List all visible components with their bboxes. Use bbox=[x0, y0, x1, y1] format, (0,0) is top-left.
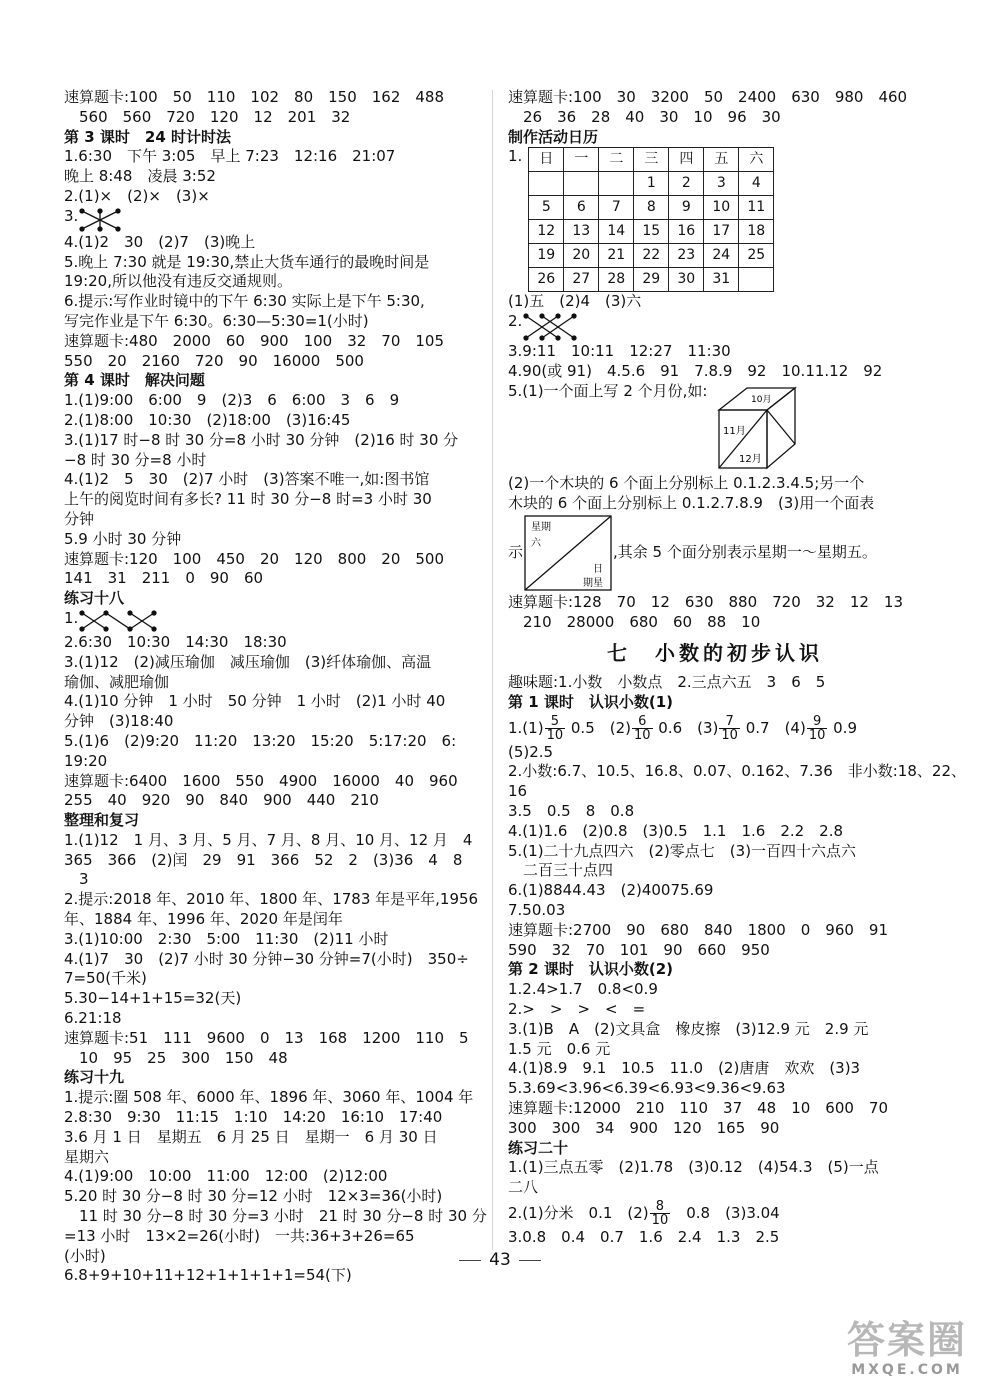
text-line: 速算题卡:100 30 3200 50 2400 630 980 460 bbox=[508, 88, 908, 106]
calendar-cell: 27 bbox=[564, 268, 599, 292]
denominator: 10 bbox=[808, 727, 826, 743]
text-line: 6.8+9+10+11+12+1+1+1+1=54(下) bbox=[64, 1266, 352, 1285]
text-line: 速算题卡:12000 210 110 37 48 10 600 70 bbox=[508, 1098, 889, 1117]
calendar-cell: 1 bbox=[634, 172, 669, 196]
calendar-cell: 26 bbox=[529, 268, 564, 292]
matching-answer-2 bbox=[64, 609, 478, 633]
text-line: 2.提示:2018 年、2010 年、1800 年、1783 年是平年,1956 bbox=[64, 890, 479, 909]
block-face-figure bbox=[523, 514, 613, 592]
text-line: (1)五 (2)4 (3)六 bbox=[508, 292, 642, 311]
activity-calendar bbox=[528, 147, 774, 292]
cube-answer bbox=[508, 382, 922, 474]
section-heading: 练习二十 bbox=[508, 1138, 569, 1157]
text-line: 1.(1)三点五零 (2)1.78 (3)0.12 (4)54.3 (5)一点 bbox=[508, 1158, 879, 1177]
text-line: 141 31 211 0 90 60 bbox=[64, 569, 264, 588]
fraction bbox=[650, 1200, 671, 1227]
numerator: 9 bbox=[807, 715, 828, 729]
text-line: (5)2.5 bbox=[508, 742, 554, 761]
calendar-cell: 25 bbox=[739, 244, 774, 268]
text-line: 3.(1)17 时−8 时 30 分=8 小时 30 分钟 (2)16 时 30 分 bbox=[64, 430, 459, 449]
text-line: 速算题卡:51 111 9600 0 13 168 1200 110 5 bbox=[64, 1028, 469, 1047]
calendar-cell: 3 bbox=[704, 172, 739, 196]
calendar-cell: 14 bbox=[599, 220, 634, 244]
text-line: 2.小数:6.7、10.5、16.8、0.07、0.162、7.36 非小数:18、22、 bbox=[508, 762, 966, 781]
column-divider bbox=[492, 90, 493, 1250]
calendar-cell: 24 bbox=[704, 244, 739, 268]
cube-label: 10月 bbox=[751, 394, 772, 405]
text-line: 分钟 (3)18:40 bbox=[64, 712, 174, 731]
text-line: 写完作业是下午 6:30。6:30—5:30=1(小时) bbox=[64, 311, 369, 330]
block-answer bbox=[508, 513, 922, 593]
text-line: 4.(1)8.9 9.1 10.5 11.0 (2)唐唐 欢欢 (3)3 bbox=[508, 1059, 861, 1078]
text-line: 速算题卡:120 100 450 20 120 800 20 500 bbox=[64, 549, 445, 568]
block-label: 期星 bbox=[583, 578, 604, 590]
block-label: 星期 bbox=[531, 522, 552, 534]
text-line: 3.9:11 10:11 12:27 11:30 bbox=[508, 342, 731, 361]
text-line: 2.8:30 9:30 11:15 1:10 14:20 16:10 17:40 bbox=[64, 1108, 443, 1127]
calendar-cell: 20 bbox=[564, 244, 599, 268]
text-line: 2.> > > < = bbox=[508, 999, 646, 1018]
text-segment: 0.7 (4) bbox=[740, 718, 806, 737]
calendar-cell: 四 bbox=[669, 148, 704, 172]
calendar-cell: 15 bbox=[634, 220, 669, 244]
calendar-cell: 2 bbox=[669, 172, 704, 196]
fraction bbox=[807, 715, 828, 742]
calendar-cell: 23 bbox=[669, 244, 704, 268]
text-line: 300 300 34 900 120 165 90 bbox=[508, 1118, 780, 1137]
calendar-cell: 三 bbox=[634, 148, 669, 172]
calendar-cell: 22 bbox=[634, 244, 669, 268]
text-line: 年、1884 年、1996 年、2020 年是闰年 bbox=[64, 910, 343, 929]
section-heading: 第 4 课时 解决问题 bbox=[64, 371, 205, 390]
calendar-cell: 日 bbox=[529, 148, 564, 172]
matching-lines-figure bbox=[78, 207, 138, 233]
text-line: 3.(1)10:00 2:30 5:00 11:30 (2)11 小时 bbox=[64, 929, 389, 948]
section-heading: 第 3 课时 24 时计时法 bbox=[64, 127, 231, 146]
calendar-row bbox=[529, 220, 774, 244]
question-number: 2. bbox=[508, 312, 523, 331]
section-heading: 练习十九 bbox=[64, 1068, 125, 1087]
calendar-cell: 12 bbox=[529, 220, 564, 244]
text-line: 速算题卡:128 70 12 630 880 720 32 12 13 bbox=[508, 593, 904, 612]
calendar-cell: 五 bbox=[704, 148, 739, 172]
denominator: 10 bbox=[651, 1212, 669, 1228]
text-line: 550 20 2160 720 90 16000 500 bbox=[64, 351, 364, 370]
block-label: 六 bbox=[531, 538, 542, 550]
fraction bbox=[632, 715, 653, 742]
text-line: 1.(1)12 1 月、3 月、5 月、7 月、8 月、10 月、12 月 4 bbox=[64, 830, 473, 849]
footer-dash bbox=[519, 1260, 541, 1261]
text-segment: 0.9 bbox=[828, 718, 857, 737]
text-line: 4.(1)10 分钟 1 小时 50 分钟 1 小时 (2)1 小时 40 bbox=[64, 692, 446, 711]
text-line: 1.(1)9:00 6:00 9 (2)3 6 6:00 3 6 9 bbox=[64, 391, 400, 410]
calendar-cell: 18 bbox=[739, 220, 774, 244]
calendar-cell: 六 bbox=[739, 148, 774, 172]
cube-figure bbox=[707, 382, 807, 474]
calendar-cell: 31 bbox=[704, 268, 739, 292]
text-segment: 0.6 (3) bbox=[653, 718, 719, 737]
text-line: 5.晚上 7:30 就是 19:30,禁止大货车通行的最晚时间是 bbox=[64, 252, 430, 271]
text-line: 星期六 bbox=[64, 1147, 110, 1166]
text-line: 3.(1)12 (2)减压瑜伽 减压瑜伽 (3)纤体瑜伽、高温 bbox=[64, 652, 432, 671]
text-line: 3.0.8 0.4 0.7 1.6 2.4 1.3 2.5 bbox=[508, 1227, 780, 1246]
text-line: 5.(1)一个面上写 2 个月份,如: bbox=[508, 381, 708, 400]
text-line: 二百三十点四 bbox=[508, 861, 614, 880]
calendar-cell: 一 bbox=[564, 148, 599, 172]
matching-answer-1 bbox=[64, 207, 478, 233]
fraction bbox=[719, 715, 740, 742]
calendar-cell: 9 bbox=[669, 196, 704, 220]
text-line: 晚上 8:48 凌晨 3:52 bbox=[64, 167, 216, 186]
calendar-answer bbox=[508, 147, 922, 292]
cube-label: 12月 bbox=[739, 453, 763, 465]
question-number: 3. bbox=[64, 206, 79, 225]
calendar-cell bbox=[599, 172, 634, 196]
text-line: 2.6:30 10:30 14:30 18:30 bbox=[64, 632, 287, 651]
numerator: 6 bbox=[632, 715, 653, 729]
matching-lines-figure bbox=[522, 312, 578, 342]
calendar-cell: 29 bbox=[634, 268, 669, 292]
calendar-cell: 4 bbox=[739, 172, 774, 196]
text-line: (小时) bbox=[64, 1246, 106, 1265]
chapter-title: 七 小数的初步认识 bbox=[607, 640, 823, 665]
text-line: 2.(1)× (2)× (3)× bbox=[64, 186, 210, 205]
text-line: 4.(1)2 30 (2)7 (3)晚上 bbox=[64, 232, 256, 251]
text-line: 26 36 28 40 30 10 96 30 bbox=[508, 107, 781, 126]
text-line: 5.(1)二十九点四六 (2)零点七 (3)一百四十六点六 bbox=[508, 841, 857, 860]
text-segment: 2.(1)分米 0.1 (2) bbox=[508, 1203, 649, 1222]
calendar-cell: 7 bbox=[599, 196, 634, 220]
denominator: 10 bbox=[633, 727, 651, 743]
calendar-cell bbox=[739, 268, 774, 292]
text-line: 分钟 bbox=[64, 509, 95, 528]
text-line: 速算题卡:2700 90 680 840 1800 0 960 91 bbox=[508, 920, 889, 939]
fraction-line bbox=[508, 713, 922, 743]
text-line: 上午的阅览时间有多长? 11 时 30 分−8 时=3 小时 30 bbox=[64, 490, 432, 509]
text-segment: 0.5 (2) bbox=[566, 718, 631, 737]
text-line: 4.(1)9:00 10:00 11:00 12:00 (2)12:00 bbox=[64, 1167, 388, 1186]
calendar-row bbox=[529, 244, 774, 268]
text-line: 19:20,所以他没有违反交通规则。 bbox=[64, 272, 292, 291]
calendar-cell bbox=[529, 172, 564, 196]
text-line: =13 小时 13×2=26(小时) 一共:36+3+26=65 bbox=[64, 1226, 415, 1245]
text-line: ,其余 5 个面分别表示星期一～星期五。 bbox=[613, 543, 877, 562]
text-line: 5.(1)6 (2)9:20 11:20 13:20 15:20 5:17:20 6: bbox=[64, 731, 457, 750]
calendar-cell: 17 bbox=[704, 220, 739, 244]
text-line: 5.30−14+1+15=32(天) bbox=[64, 989, 242, 1008]
page-footer bbox=[0, 1250, 1000, 1270]
text-line: 11 时 30 分−8 时 30 分=3 小时 21 时 30 分−8 时 30 分 bbox=[64, 1207, 487, 1226]
calendar-cell: 8 bbox=[634, 196, 669, 220]
calendar-cell: 28 bbox=[599, 268, 634, 292]
section-heading: 整理和复习 bbox=[64, 811, 140, 830]
text-line: 1.5 元 0.6 元 bbox=[508, 1039, 611, 1058]
text-line: 5.9 小时 30 分钟 bbox=[64, 529, 182, 548]
text-line: 速算题卡:100 50 110 102 80 150 162 488 bbox=[64, 88, 445, 106]
text-line: 趣味题:1.小数 小数点 2.三点六五 3 6 5 bbox=[508, 672, 826, 691]
calendar-cell: 13 bbox=[564, 220, 599, 244]
text-line: 3.5 0.5 8 0.8 bbox=[508, 801, 635, 820]
page-number: 43 bbox=[489, 1250, 511, 1270]
calendar-cell: 5 bbox=[529, 196, 564, 220]
question-number: 1. bbox=[64, 608, 79, 627]
matching-answer-3 bbox=[508, 312, 922, 342]
calendar-cell: 二 bbox=[599, 148, 634, 172]
calendar-row bbox=[529, 172, 774, 196]
calendar-row bbox=[529, 268, 774, 292]
section-heading: 制作活动日历 bbox=[508, 127, 599, 146]
text-line: 1.提示:圈 508 年、6000 年、1896 年、3060 年、1004 年 bbox=[64, 1088, 474, 1107]
section-heading: 第 1 课时 认识小数(1) bbox=[508, 692, 674, 711]
text-line: 255 40 920 90 840 900 440 210 bbox=[64, 791, 379, 810]
text-line: 速算题卡:480 2000 60 900 100 32 70 105 bbox=[64, 331, 445, 350]
denominator: 10 bbox=[546, 727, 564, 743]
calendar-cell: 30 bbox=[669, 268, 704, 292]
text-line: 6.(1)8844.43 (2)40075.69 bbox=[508, 881, 714, 900]
text-segment: 0.8 (3)3.04 bbox=[671, 1203, 780, 1222]
text-line: 速算题卡:6400 1600 550 4900 16000 40 960 bbox=[64, 771, 458, 790]
calendar-cell: 11 bbox=[739, 196, 774, 220]
matching-lines-figure bbox=[78, 609, 164, 633]
text-line: 210 28000 680 60 88 10 bbox=[508, 613, 761, 632]
section-heading: 第 2 课时 认识小数(2) bbox=[508, 960, 674, 979]
fraction bbox=[545, 715, 566, 742]
calendar-cell: 10 bbox=[704, 196, 739, 220]
text-line: 1.2.4>1.7 0.8<0.9 bbox=[508, 980, 658, 999]
text-line: 瑜伽、减肥瑜伽 bbox=[64, 672, 170, 691]
watermark-logo bbox=[832, 1318, 982, 1378]
text-line: 4.90(或 91) 4.5.6 91 7.8.9 92 10.11.12 92 bbox=[508, 361, 883, 380]
calendar-cell: 16 bbox=[669, 220, 704, 244]
cube-label: 11月 bbox=[723, 425, 747, 437]
fraction-line bbox=[508, 1198, 922, 1228]
text-line: 6.21:18 bbox=[64, 1009, 122, 1028]
block-label: 日 bbox=[593, 564, 604, 576]
calendar-cell: 21 bbox=[599, 244, 634, 268]
calendar-cell bbox=[564, 172, 599, 196]
calendar-cell: 6 bbox=[564, 196, 599, 220]
left-column bbox=[64, 88, 487, 1286]
text-line: −8 时 30 分=8 小时 bbox=[64, 450, 207, 469]
text-line: 4.(1)7 30 (2)7 小时 30 分钟−30 分钟=7(小时) 350÷ bbox=[64, 949, 469, 968]
text-line: 5.20 时 30 分−8 时 30 分=12 小时 12×3=36(小时) bbox=[64, 1187, 443, 1206]
text-line: 1.6:30 下午 3:05 早上 7:23 12:16 21:07 bbox=[64, 147, 396, 166]
section-heading: 练习十八 bbox=[64, 589, 125, 608]
text-line: 示 bbox=[508, 543, 524, 562]
text-line: 560 560 720 120 12 201 32 bbox=[64, 107, 351, 126]
text-line: 3.6 月 1 日 星期五 6 月 25 日 星期一 6 月 30 日 bbox=[64, 1127, 438, 1146]
calendar-header-row bbox=[529, 148, 774, 172]
denominator: 10 bbox=[721, 727, 738, 743]
text-line: 木块的 6 个面上分别标上 0.1.2.7.8.9 (3)用一个面表 bbox=[508, 493, 875, 512]
footer-dash bbox=[459, 1260, 481, 1261]
text-line: 3 bbox=[64, 870, 89, 889]
right-column bbox=[508, 88, 966, 1248]
numerator: 5 bbox=[545, 715, 566, 729]
text-line: 6.提示:写作业时镜中的下午 6:30 实际上是下午 5:30, bbox=[64, 292, 425, 311]
text-line: 4.(1)1.6 (2)0.8 (3)0.5 1.1 1.6 2.2 2.8 bbox=[508, 821, 844, 840]
text-line: (2)一个木块的 6 个面上分别标上 0.1.2.3.4.5;另一个 bbox=[508, 473, 865, 492]
text-line: 5.3.69<3.96<6.39<6.93<9.36<9.63 bbox=[508, 1079, 786, 1098]
text-line: 10 95 25 300 150 48 bbox=[64, 1048, 288, 1067]
text-line: 二八 bbox=[508, 1178, 539, 1197]
text-segment: 1.(1) bbox=[508, 718, 544, 737]
text-line: 365 366 (2)闰 29 91 366 52 2 (3)36 4 8 bbox=[64, 850, 463, 869]
watermark-title: 答案圈 bbox=[846, 1318, 967, 1362]
numerator: 7 bbox=[719, 715, 740, 729]
text-line: 3.(1)B A (2)文具盒 橡皮擦 (3)12.9 元 2.9 元 bbox=[508, 1019, 869, 1038]
calendar-row bbox=[529, 196, 774, 220]
watermark-url: MXQE.COM bbox=[851, 1362, 963, 1378]
numerator: 8 bbox=[650, 1200, 671, 1214]
question-number: 1. bbox=[508, 147, 523, 166]
text-line: 16 bbox=[508, 782, 528, 801]
text-line: 2.(1)8:00 10:30 (2)18:00 (3)16:45 bbox=[64, 410, 351, 429]
text-line: 590 32 70 101 90 660 950 bbox=[508, 940, 770, 959]
text-line: 7.50.03 bbox=[508, 900, 566, 919]
text-line: 19:20 bbox=[64, 751, 108, 770]
calendar-cell: 19 bbox=[529, 244, 564, 268]
text-line: 7=50(千米) bbox=[64, 969, 147, 988]
text-line: 4.(1)2 5 30 (2)7 小时 (3)答案不唯一,如:图书馆 bbox=[64, 470, 430, 489]
